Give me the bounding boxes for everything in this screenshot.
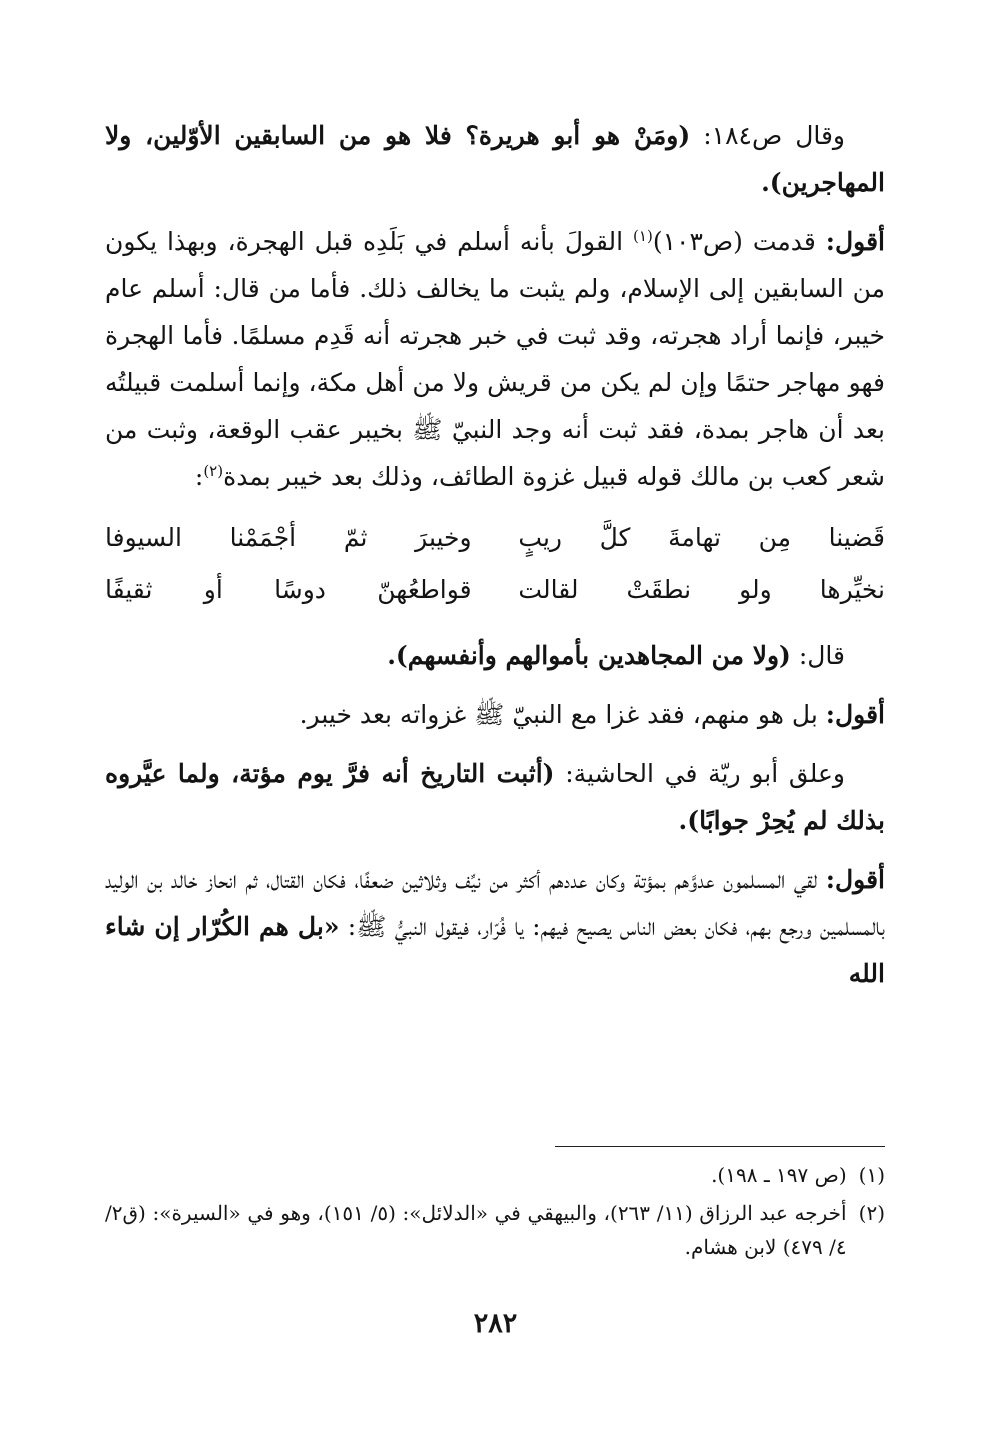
footnote-text: أخرجه عبد الرزاق (١١/ ٢٦٣)، والبيهقي في «الدلائل»: (٥/ ١٥١)، وهو في «السيرة»: (ق٢/ ٤/ ٤٧٩) لابن هشام. [105,1201,847,1259]
poem-line [105,512,885,564]
paragraph-reply-3 [105,856,885,997]
reply-lead: أقول: [825,227,885,256]
footnote-ref-2[interactable]: (٢) [203,462,224,480]
paragraph-reply-1 [105,218,885,500]
quote-label: وعلق أبو ريّة في الحاشية: [554,759,845,788]
reply-text: لقي المسلمون عدوَّهم بمؤتة وكان عددهم أكثر من نيِّف وثلاثين ضعفًا، فكان القتال، ثم انحاز خالد بن الوليد بالمسلمين ورجع بهم، فكان بعض الناس يصيح فيهم: يا فُرّار، فيقول النبيُّ ﷺ: [105,865,885,941]
poem [105,512,885,616]
footnotes [105,1158,885,1268]
footnote-1 [105,1158,885,1192]
reply-lead: أقول: [825,700,885,729]
poem-hemistich-first: نخيِّرها ولو نطقَتْ لقالت [518,575,885,604]
page-body [105,112,885,1009]
footnote-number: (١) [858,1163,885,1187]
footnote-2 [105,1196,885,1264]
reply-lead: أقول: [825,865,885,894]
poem-hemistich-first: قَضينا مِن تهامةَ كلَّ ريبٍ [518,523,885,552]
paragraph-quote-mujahidin [105,632,885,679]
reply-text-c: : [194,462,204,491]
quote-text: (ولا من المجاهدين بأموالهم وأنفسهم). [387,641,791,670]
reply-text-a: قدمت (ص١٠٣) [652,227,826,256]
paragraph-reply-2 [105,691,885,738]
hadith-quote: «بل هم الكُرّار إن شاء الله [105,912,885,988]
paragraph-quote-184 [105,112,885,206]
footnote-text: (ص ١٩٧ ـ ١٩٨). [711,1163,847,1187]
reply-text-b: القولَ بأنه أسلم في بَلَدِه قبل الهجرة، وبهذا يكون من السابقين إلى الإسلام، ولم يثبت ما يخالف ذلك. فأما من قال: أسلم عام خيبر، فإنما أراد هجرته، وقد ثبت في خبر هجرته أنه قَدِم مسلمًا. فأما الهجرة فهو مهاجر حتمًا وإن لم يكن من قريش ولا من أهل مكة، وإنما أسلمت قبيلتُه بعد أن هاجر بمدة، فقد ثبت أنه وجد النبيّ ﷺ بخيبر عقب الوقعة، وثبت من شعر كعب بن مالك قوله قبيل غزوة الطائف، وذلك بعد خيبر بمدة [105,227,885,491]
paragraph-quote-muta [105,750,885,844]
footnote-ref-1[interactable]: (١) [633,227,653,245]
quote-label: قال: [790,641,845,670]
quote-text: (أثبت التاريخ أنه فرَّ يوم مؤتة، ولما عيَّروه بذلك لم يُحِرْ جوابًا). [105,759,885,835]
page-number: ٢٨٢ [473,1308,518,1339]
footnote-number: (٢) [858,1201,885,1225]
footnote-divider [555,1146,885,1147]
quote-text: (ومَنْ هو أبو هريرة؟ فلا هو من السابقين الأوّلين، ولا المهاجرين). [105,121,885,197]
poem-hemistich-second: قواطعُهنّ دوسًا أو ثقيفًا [105,575,472,604]
quote-intro: وقال ص١٨٤: [690,121,845,150]
poem-hemistich-second: وخيبرَ ثمّ أجْمَمْنا السيوفا [105,523,472,552]
reply-text: بل هو منهم، فقد غزا مع النبيّ ﷺ غزواته بعد خيبر. [299,700,826,729]
poem-line [105,564,885,616]
